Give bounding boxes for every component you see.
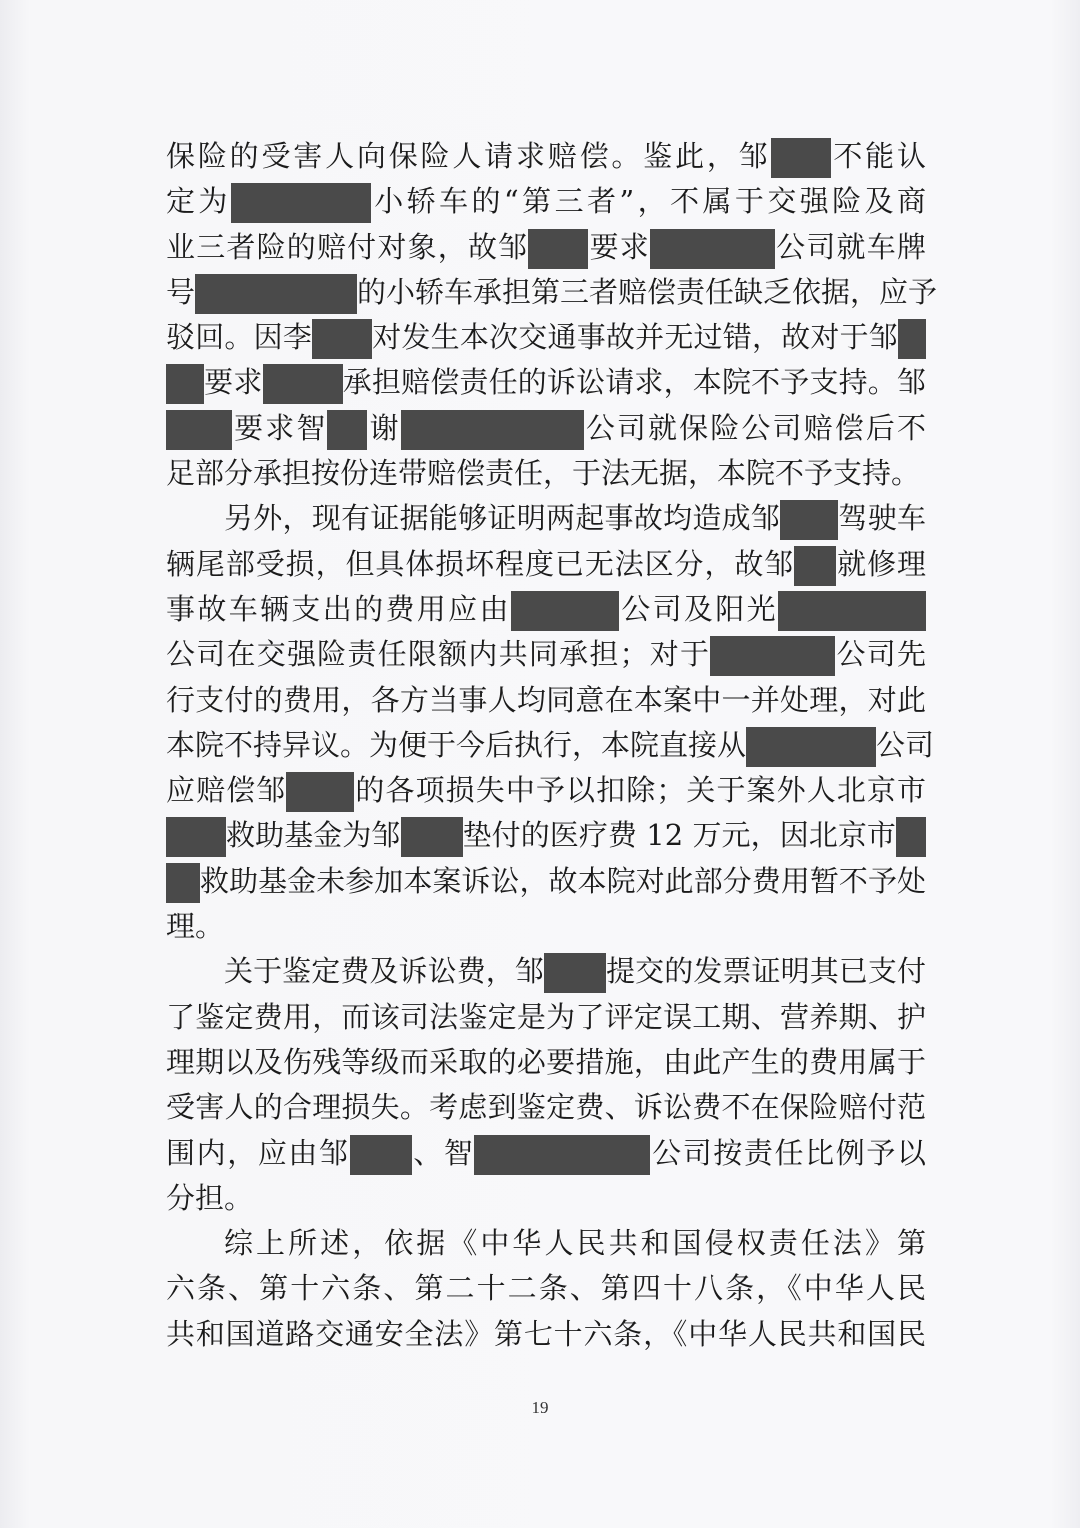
judgment-body-text xyxy=(166,134,938,1357)
text-segment: 对发生本次交通事故并无过错，故对于邹 xyxy=(372,320,898,355)
text-line xyxy=(166,723,935,768)
redaction-block xyxy=(898,319,926,359)
text-segment: 驳回。因李 xyxy=(166,320,313,355)
redaction-block xyxy=(474,1135,518,1175)
redaction-block xyxy=(771,138,831,178)
text-segment: 共和国道路交通安全法》第七十六条，《中华人民共和国民 xyxy=(166,1316,926,1351)
text-segment: 事故车辆支出的费用应由 xyxy=(166,591,511,626)
text-line xyxy=(166,949,926,994)
text-segment: 公司 xyxy=(876,727,935,762)
text-segment: 理期以及伤残等级而采取的必要措施，由此产生的费用属于 xyxy=(166,1044,926,1079)
text-segment: 要求 xyxy=(588,229,650,264)
redaction-block xyxy=(528,229,588,269)
text-line xyxy=(166,542,926,587)
text-segment: 公司就保险公司赔偿后不 xyxy=(583,410,926,445)
text-line xyxy=(166,360,926,405)
redaction-block xyxy=(401,817,463,857)
text-line xyxy=(166,632,926,677)
text-segment: 本院不持异议。为便于今后执行，本院直接从 xyxy=(166,727,747,762)
redaction-block xyxy=(195,274,357,314)
text-segment: 就修理 xyxy=(836,546,926,581)
text-segment: 的小轿车承担第三者赔偿责任缺乏依据，应予 xyxy=(357,274,938,309)
text-line xyxy=(166,904,926,949)
redaction-block xyxy=(746,727,876,767)
redaction-block xyxy=(476,410,584,450)
redaction-block xyxy=(312,319,372,359)
redaction-block xyxy=(263,364,343,404)
redaction-block xyxy=(710,636,835,676)
text-line xyxy=(166,134,926,179)
text-line xyxy=(166,1085,926,1130)
text-line xyxy=(166,1176,926,1221)
text-line xyxy=(166,179,926,224)
text-segment: 理。 xyxy=(166,909,225,944)
text-segment: 谢 xyxy=(367,410,401,445)
redaction-block xyxy=(166,364,204,404)
redaction-block xyxy=(231,183,371,223)
text-line xyxy=(166,451,926,496)
text-line xyxy=(166,225,926,270)
text-segment: 围内，应由邹 xyxy=(166,1135,350,1170)
text-segment: 小轿车的“第三者”，不属于交强险及商 xyxy=(370,184,926,219)
redaction-block xyxy=(896,817,926,857)
text-segment: 不能认 xyxy=(830,139,926,173)
text-segment: 救助基金为邹 xyxy=(226,818,401,853)
text-segment: 公司按责任比例予以 xyxy=(650,1135,926,1170)
redaction-block xyxy=(401,410,476,450)
text-segment: 要求 xyxy=(204,365,263,400)
text-line xyxy=(166,270,938,315)
text-segment: 综上所述，依据《中华人民共和国侵权责任法》第 xyxy=(224,1226,926,1261)
text-segment: 受害人的合理损失。考虑到鉴定费、诉讼费不在保险赔付范 xyxy=(166,1090,926,1125)
text-line xyxy=(166,859,926,904)
text-segment: 公司就车牌 xyxy=(774,229,926,264)
redaction-block xyxy=(780,500,838,540)
redaction-block xyxy=(166,863,200,903)
text-segment: 应赔偿邹 xyxy=(166,773,287,808)
text-segment: 定为 xyxy=(166,184,231,219)
text-line xyxy=(166,406,926,451)
text-segment: 公司及阳光 xyxy=(618,591,778,626)
text-segment: 保险的受害人向保险人请求赔偿。鉴此，邹 xyxy=(166,139,771,173)
redaction-block xyxy=(511,591,619,631)
text-line xyxy=(166,1221,926,1266)
redaction-block xyxy=(166,817,226,857)
text-segment: 提交的发票证明其已支付 xyxy=(606,954,926,989)
text-segment: 分担。 xyxy=(166,1180,254,1215)
text-segment: 、智 xyxy=(411,1135,475,1170)
text-line xyxy=(166,813,926,858)
text-segment: 行支付的费用，各方当事人均同意在本案中一并处理，对此 xyxy=(166,682,926,717)
text-segment: 辆尾部受损，但具体损坏程度已无法区分，故邹 xyxy=(166,546,795,581)
text-segment: 承担赔偿责任的诉讼请求，本院不予支持。邹 xyxy=(342,365,926,400)
redaction-block xyxy=(778,591,926,631)
redaction-block xyxy=(794,546,836,586)
text-line xyxy=(166,1266,926,1311)
text-segment: 救助基金未参加本案诉讼，故本院对此部分费用暂不予处 xyxy=(200,863,926,898)
text-segment: 号 xyxy=(166,274,196,309)
text-line xyxy=(166,1312,926,1357)
text-line xyxy=(166,768,926,813)
redaction-block xyxy=(166,410,232,450)
text-segment: 关于鉴定费及诉讼费，邹 xyxy=(224,954,544,989)
text-line xyxy=(166,496,926,541)
text-segment: 足部分承担按份连带赔偿责任，于法无据，本院不予支持。 xyxy=(166,456,921,491)
redaction-block xyxy=(286,772,354,812)
text-line xyxy=(166,678,926,723)
page-number: 19 xyxy=(531,1398,549,1417)
text-segment: 另外，现有证据能够证明两起事故均造成邹 xyxy=(224,501,781,536)
text-line xyxy=(166,1040,926,1085)
text-segment: 垫付的医疗费 12 万元，因北京市 xyxy=(462,818,896,853)
text-line xyxy=(166,315,926,360)
redaction-block xyxy=(650,229,775,269)
text-line xyxy=(166,587,926,632)
text-segment: 的各项损失中予以扣除；关于案外人北京市 xyxy=(354,773,926,808)
redaction-block xyxy=(544,953,606,993)
text-segment: 驾驶车 xyxy=(838,501,926,536)
redaction-block xyxy=(518,1135,650,1175)
text-segment: 六条、第十六条、第二十二条、第四十八条，《中华人民 xyxy=(166,1271,926,1306)
redaction-block xyxy=(350,1135,412,1175)
redaction-block xyxy=(327,410,367,450)
text-segment: 业三者险的赔付对象，故邹 xyxy=(166,229,529,264)
text-segment: 公司先 xyxy=(835,637,926,672)
text-segment: 了鉴定费用，而该司法鉴定是为了评定误工期、营养期、护 xyxy=(166,999,926,1034)
text-segment: 公司在交强险责任限额内共同承担；对于 xyxy=(166,637,711,672)
text-line xyxy=(166,995,926,1040)
text-line xyxy=(166,1131,926,1176)
text-segment: 要求智 xyxy=(232,410,328,445)
